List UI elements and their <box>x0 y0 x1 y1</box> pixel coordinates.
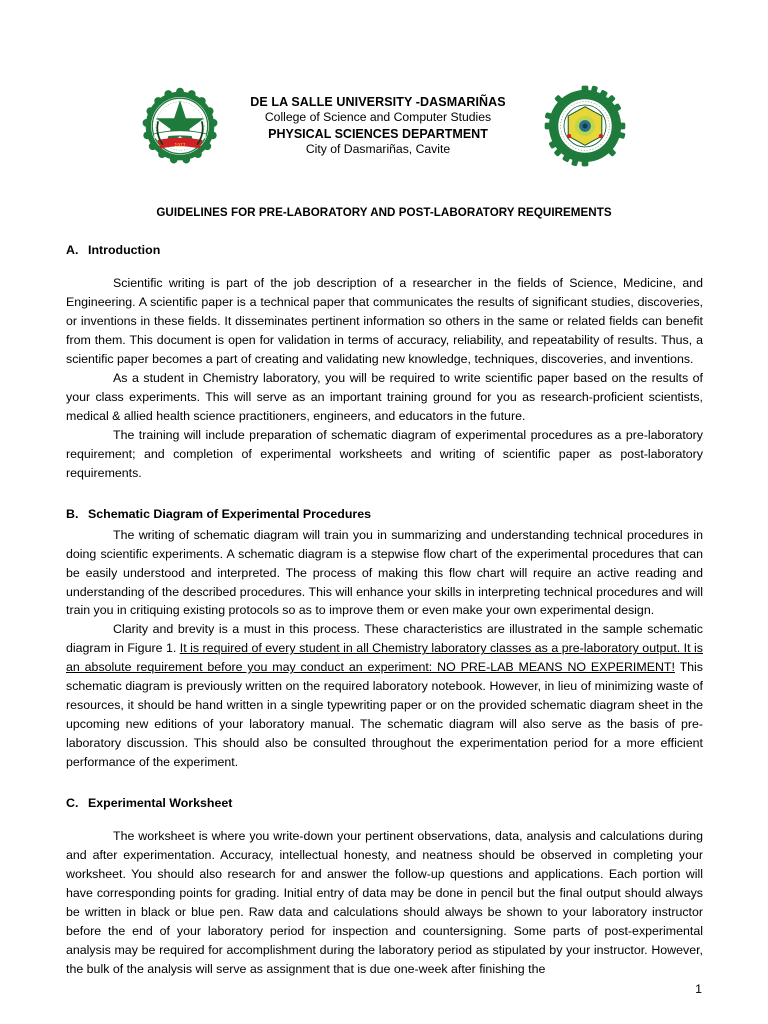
institution-header-text <box>233 94 523 158</box>
section-b-p2-lead-text: Clarity and brevity is a must in this process. These characteristics are illustrated in the sample schematic diagram in Figure 1. <box>66 622 703 656</box>
campus-location: City of Dasmariñas, Cavite <box>305 142 451 157</box>
section-c-paragraph-1: The worksheet is where you write-down your pertinent observations, data, analysis and calculations during and after experimentation. Accuracy, intellectual honesty, and neatness should be observed in completing your worksheet. You should also research for and answer the follow-up questions and applications. Each portion will have corresponding points for grading. Initial entry of data may be done in pencil but the final output should always be written in black or blue pen. Raw data and calculations should always be shown to your laboratory instructor before the end of your laboratory period for inspection and countersigning. Some parts of post-experimental analysis may be required for accomplishment during the laboratory period as stipulated by your instructor. However, the bulk of the analysis will serve as assignment that is due one-week after finishing the <box>66 829 703 976</box>
physical-sciences-department-seal-logo <box>543 84 627 168</box>
section-letter-c: C. <box>66 796 79 811</box>
department-name: PHYSICAL SCIENCES DEPARTMENT <box>268 127 488 141</box>
section-heading-b <box>66 505 703 524</box>
page-title: GUIDELINES FOR PRE-LABORATORY AND POST-LABORATORY REQUIREMENTS <box>156 206 612 219</box>
section-title-a: Introduction <box>88 243 161 257</box>
section-letter-b: B. <box>66 506 79 521</box>
college-name: College of Science and Computer Studies <box>264 110 492 125</box>
section-b-p2-underlined-requirement: It is required of every student in all Chemistry laboratory classes as a pre-laboratory output. It is an absolute requirement before you may conduct an experiment: NO PRE-LAB MEANS NO EXPERIMENT! <box>66 641 703 675</box>
svg-text:1977: 1977 <box>174 143 186 149</box>
section-a-paragraph-2: As a student in Chemistry laboratory, you will be required to write scientific paper based on the results of your class experiments. This will serve as an important training ground for you as research-proficient scientists, medical & allied health science practitioners, engineers, and educators in the future. <box>66 370 703 423</box>
section-heading-c <box>66 794 703 813</box>
section-title-b: Schematic Diagram of Experimental Procedures <box>88 506 372 521</box>
dlsud-seal-logo <box>141 87 219 165</box>
document-body <box>66 241 703 979</box>
section-a-paragraph-3: The training will include preparation of schematic diagram of experimental procedures as a pre-laboratory requirement; and completion of experimental worksheets and writing of scientific paper as post-laboratory requirements. <box>66 427 703 480</box>
section-b-paragraph-2 <box>66 620 703 772</box>
letterhead <box>0 0 768 168</box>
page-number: 1 <box>695 982 702 996</box>
section-heading-a <box>66 241 703 260</box>
section-a-paragraph-1: Scientific writing is part of the job description of a researcher in the fields of Science, Medicine, and Engineering. A scientific paper is a technical paper that communicates the results of significant studies, discoveries, or inventions in these fields. It disseminates pertinent information so others in the same or related fields can benefit from them. This document is open for validation in terms of accuracy, reliability, and repeatability of results. Thus, a scientific paper becomes a part of creating and validating new knowledge, techniques, discoveries, and inventions. <box>66 275 703 366</box>
section-b-p2-trailing-text: This schematic diagram is previously written on the required laboratory notebook. However, in lieu of minimizing waste of resources, it should be hand written in a single typewriting paper or on the provided schematic diagram sheet in the upcoming new editions of your laboratory manual. The schematic diagram will also serve as the basis of pre-laboratory discussion. This should also be consulted throughout the experimentation period for a more efficient performance of the experiment. <box>66 660 703 770</box>
section-b-paragraph-1: The writing of schematic diagram will train you in summarizing and understanding technical procedures in doing scientific experiments. A schematic diagram is a stepwise flow chart of the experimental procedures that can be easily understood and interpreted. The process of making this flow chart will require an active reading and understanding of the described procedures. This will enhance your skills in interpreting technical procedures and will train you in critiquing existing protocols so as to improve them or even make your own experimental design. <box>66 527 703 618</box>
university-name: DE LA SALLE UNIVERSITY -DASMARIÑAS <box>250 94 506 109</box>
section-letter-a: A. <box>66 243 79 257</box>
section-title-c: Experimental Worksheet <box>88 796 233 811</box>
